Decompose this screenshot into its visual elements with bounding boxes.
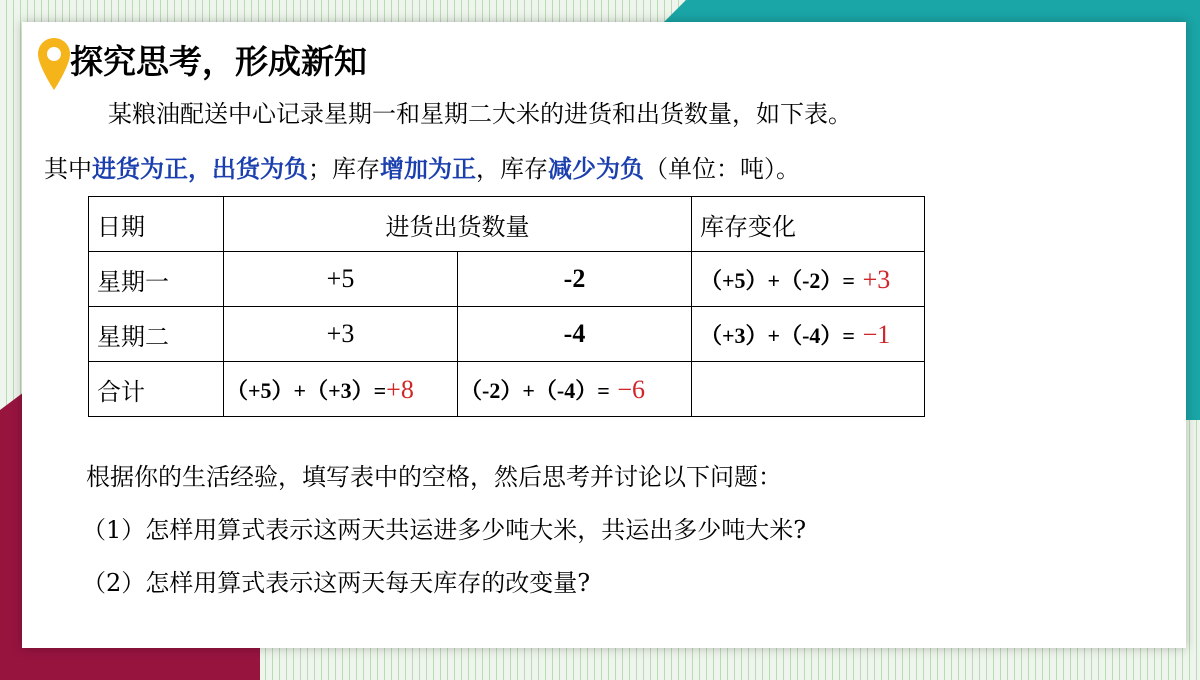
header-quantity: 进货出货数量 [224,197,692,252]
header-date: 日期 [89,197,224,252]
instruction-text: 根据你的生活经验，填写表中的空格，然后思考并讨论以下问题： [86,463,782,491]
change-expression: （+5）+（-2）= [700,267,855,293]
table-header-row [89,197,925,252]
total-outgoing-expression: （-2）+（-4）= [460,377,610,403]
total-label: 合计 [89,362,224,417]
rule-part: ，库存 [476,155,548,183]
row-date: 星期二 [89,307,224,362]
slide-card [22,22,1186,648]
total-incoming-answer: +8 [386,374,414,404]
outgoing-value: -4 [458,307,692,362]
table-row [89,252,925,307]
total-outgoing-answer: −6 [617,374,646,404]
slide-title: 探究思考，形成新知 [70,42,367,81]
rule-part: （单位：吨）。 [644,155,800,183]
header-change: 库存变化 [692,197,925,252]
change-expression: （+3）+（-4）= [700,322,855,348]
inventory-table [88,196,925,417]
total-incoming-expression: （+5）+（+3）= [226,377,387,403]
outgoing-value: -2 [458,252,692,307]
total-outgoing-cell [458,362,692,417]
incoming-value: +3 [224,307,458,362]
question-1: （1）怎样用算式表示这两天共运进多少吨大米，共运出多少吨大米? [82,516,807,544]
rule-highlight: 增加为正 [380,154,476,183]
table-total-row [89,362,925,417]
intro-text: 某粮油配送中心记录星期一和星期二大米的进货和出货数量，如下表。 [108,100,852,128]
change-cell [692,307,925,362]
rule-part: 其中 [44,155,92,183]
incoming-value: +5 [224,252,458,307]
rule-highlight: 进货为正，出货为负 [92,154,308,183]
rule-highlight: 减少为负 [548,154,644,183]
location-pin-icon [38,38,70,90]
total-change-cell [692,362,925,417]
row-date: 星期一 [89,252,224,307]
table-row [89,307,925,362]
change-answer: +3 [862,264,891,294]
total-incoming-cell [224,362,458,417]
rule-part: ；库存 [308,155,380,183]
sign-rule-text [44,149,800,184]
change-answer: −1 [862,319,891,349]
change-cell [692,252,925,307]
question-2: （2）怎样用算式表示这两天每天库存的改变量? [82,569,591,597]
